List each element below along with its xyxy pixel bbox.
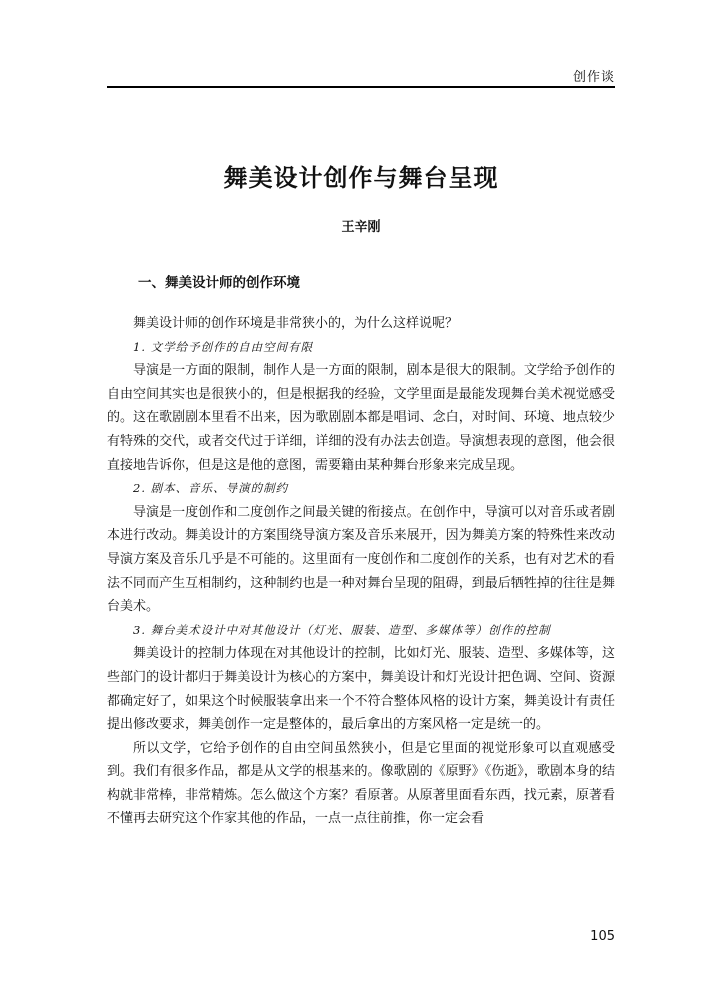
subsection-heading-1: 1. 文学给予创作的自由空间有限 <box>133 339 314 354</box>
article-body <box>107 312 615 831</box>
page-number: 105 <box>590 929 615 944</box>
article-author: 王辛刚 <box>341 220 381 235</box>
subsection-paragraph-3: 舞美设计的控制力体现在对其他设计的控制，比如灯光、服装、造型、多媒体等，这些部门的设计都归于舞美设计为核心的方案中，舞美设计和灯光设计把色调、空间、资源都确定好了，如果这个时候服装拿出来一个不符合整体风格的设计方案，舞美设计有责任提出修改要求，舞美创作一定是整体的，最后拿出的方案风格一定是统一的。 <box>107 646 615 733</box>
subsection-paragraph-2: 导演是一度创作和二度创作之间最关键的衔接点。在创作中，导演可以对音乐或者剧本进行改动。舞美设计的方案围绕导演方案及音乐来展开，因为舞美方案的特殊性来改动导演方案及音乐几乎是不可能的。这里面有一度创作和二度创作的关系，也有对艺术的看法不同而产生互相制约，这种制约也是一种对舞台呈现的阻碍，到最后牺牲掉的往往是舞台美术。 <box>107 504 615 615</box>
article-title: 舞美设计创作与舞台呈现 <box>223 164 499 192</box>
running-head: 创作谈 <box>572 70 615 85</box>
intro-paragraph: 舞美设计师的创作环境是非常狭小的，为什么这样说呢？ <box>133 316 459 331</box>
header-rule <box>107 86 615 88</box>
subsection-paragraph-1: 导演是一方面的限制，制作人是一方面的限制，剧本是很大的限制。文学给予创作的自由空间其实也是很狭小的，但是根据我的经验，文学里面是最能发现舞台美术视觉感受的。这在歌剧剧本里看不出来，因为歌剧剧本都是唱词、念白，对时间、环境、地点较少有特殊的交代，或者交代过于详细，详细的没有办法去创造。导演想表现的意图，他会很直接地告诉你，但是这是他的意图，需要籍由某种舞台形象来完成呈现。 <box>107 363 615 473</box>
closing-paragraph: 所以文学，它给予创作的自由空间虽然狭小，但是它里面的视觉形象可以直观感受到。我们有很多作品，都是从文学的根基来的。像歌剧的《原野》《伤逝》，歌剧本身的结构就非常棒，非常精炼。怎么做这个方案？看原著。从原著里面看东西，找元素，原著看不懂再去研究这个作家其他的作品，一点一点往前推，你一定会看 <box>107 740 615 827</box>
subsection-heading-3: 3. 舞台美术设计中对其他设计（灯光、服装、造型、多媒体等）创作的控制 <box>133 622 551 637</box>
section-heading: 一、舞美设计师的创作环境 <box>138 275 300 291</box>
subsection-heading-2: 2. 剧本、音乐、导演的制约 <box>133 481 289 496</box>
